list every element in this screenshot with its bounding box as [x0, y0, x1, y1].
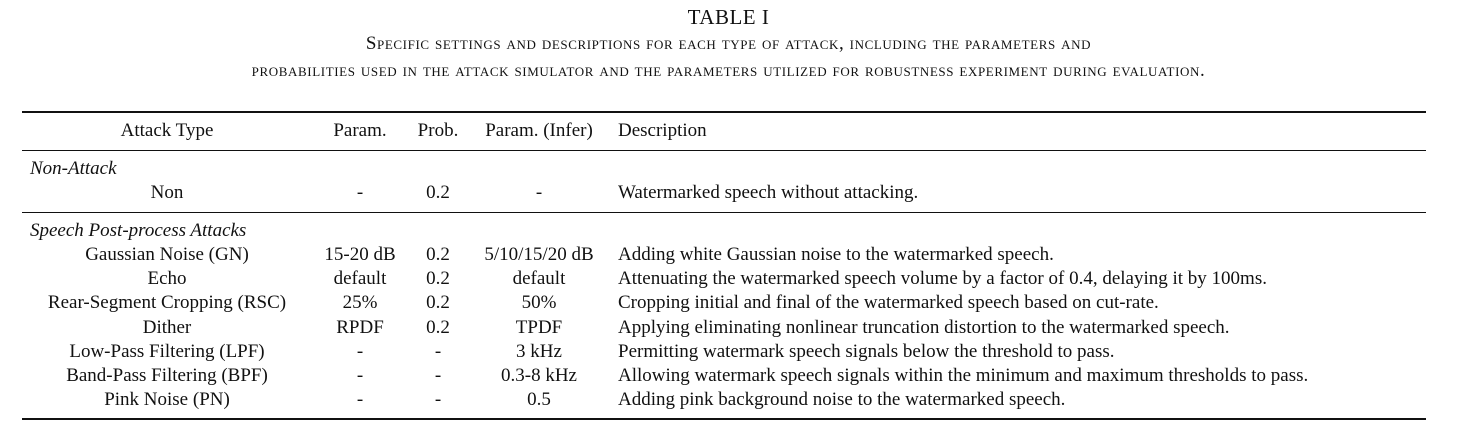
- table-header-row: [22, 119, 1426, 143]
- caption-line-1: Specific settings and descriptions for each type of attack, including the parameters and: [365, 33, 1092, 54]
- cell-param: 25%: [342, 292, 378, 313]
- cell-param-infer: 0.3-8 kHz: [501, 365, 577, 386]
- cell-description: Cropping initial and final of the watermarked speech based on cut-rate.: [618, 292, 1159, 313]
- caption-line-2: probabilities used in the attack simulator and the parameters utilized for robustness experiment during evaluation.: [251, 60, 1206, 81]
- header-rule: [22, 150, 1426, 151]
- cell-attack-type: Echo: [147, 268, 187, 289]
- table-bottom-rule: [22, 418, 1426, 420]
- cell-param: -: [356, 365, 364, 386]
- cell-description: Allowing watermark speech signals within the minimum and maximum thresholds to pass.: [618, 365, 1309, 386]
- cell-prob: 0.2: [426, 292, 450, 313]
- table-label: TABLE I: [687, 5, 770, 29]
- header-param: Param.: [333, 120, 387, 141]
- cell-attack-type: Dither: [142, 317, 192, 338]
- cell-param-infer: default: [512, 268, 566, 289]
- cell-description: Adding pink background noise to the watermarked speech.: [618, 389, 1066, 410]
- cell-param: default: [333, 268, 387, 289]
- cell-param: -: [356, 389, 364, 410]
- cell-description: Applying eliminating nonlinear truncation distortion to the watermarked speech.: [618, 317, 1230, 338]
- table-row: [22, 364, 1426, 388]
- cell-param: 15-20 dB: [324, 244, 396, 265]
- cell-prob: 0.2: [426, 182, 450, 203]
- cell-param-infer: 0.5: [527, 389, 551, 410]
- cell-param-infer: 5/10/15/20 dB: [484, 244, 594, 265]
- header-prob: Prob.: [417, 120, 459, 141]
- table-row: [22, 388, 1426, 412]
- header-param-infer: Param. (Infer): [485, 120, 593, 141]
- group-separator-rule: [22, 212, 1426, 213]
- table-row: [22, 316, 1426, 340]
- cell-param: RPDF: [336, 317, 384, 338]
- cell-prob: 0.2: [426, 268, 450, 289]
- cell-description: Permitting watermark speech signals below the threshold to pass.: [618, 341, 1115, 362]
- cell-attack-type: Band-Pass Filtering (BPF): [66, 365, 268, 386]
- table-row: [22, 267, 1426, 291]
- cell-param: -: [356, 182, 364, 203]
- cell-attack-type: Rear-Segment Cropping (RSC): [47, 292, 287, 313]
- table-row: [22, 181, 1426, 205]
- table-caption: [0, 4, 1457, 84]
- cell-param: -: [356, 341, 364, 362]
- cell-attack-type: Low-Pass Filtering (LPF): [69, 341, 265, 362]
- cell-description: Watermarked speech without attacking.: [618, 182, 919, 203]
- cell-prob: 0.2: [426, 317, 450, 338]
- table-top-rule: [22, 111, 1426, 113]
- cell-param-infer: -: [535, 182, 543, 203]
- cell-prob: -: [434, 341, 442, 362]
- cell-attack-type: Gaussian Noise (GN): [85, 244, 249, 265]
- cell-attack-type: Pink Noise (PN): [104, 389, 230, 410]
- group-title-speech-post-process-attacks: Speech Post-process Attacks: [30, 220, 247, 241]
- cell-param-infer: 3 kHz: [516, 341, 562, 362]
- cell-param-infer: 50%: [521, 292, 557, 313]
- cell-description: Attenuating the watermarked speech volume by a factor of 0.4, delaying it by 100ms.: [618, 268, 1267, 289]
- cell-param-infer: TPDF: [515, 317, 563, 338]
- header-description: Description: [618, 120, 707, 141]
- table-row: [22, 340, 1426, 364]
- header-attack-type: Attack Type: [120, 120, 214, 141]
- cell-prob: -: [434, 365, 442, 386]
- table-row: [22, 243, 1426, 267]
- table-row: [22, 291, 1426, 315]
- cell-description: Adding white Gaussian noise to the watermarked speech.: [618, 244, 1054, 265]
- cell-prob: 0.2: [426, 244, 450, 265]
- cell-attack-type: Non: [150, 182, 184, 203]
- group-title-non-attack: Non-Attack: [30, 158, 117, 179]
- cell-prob: -: [434, 389, 442, 410]
